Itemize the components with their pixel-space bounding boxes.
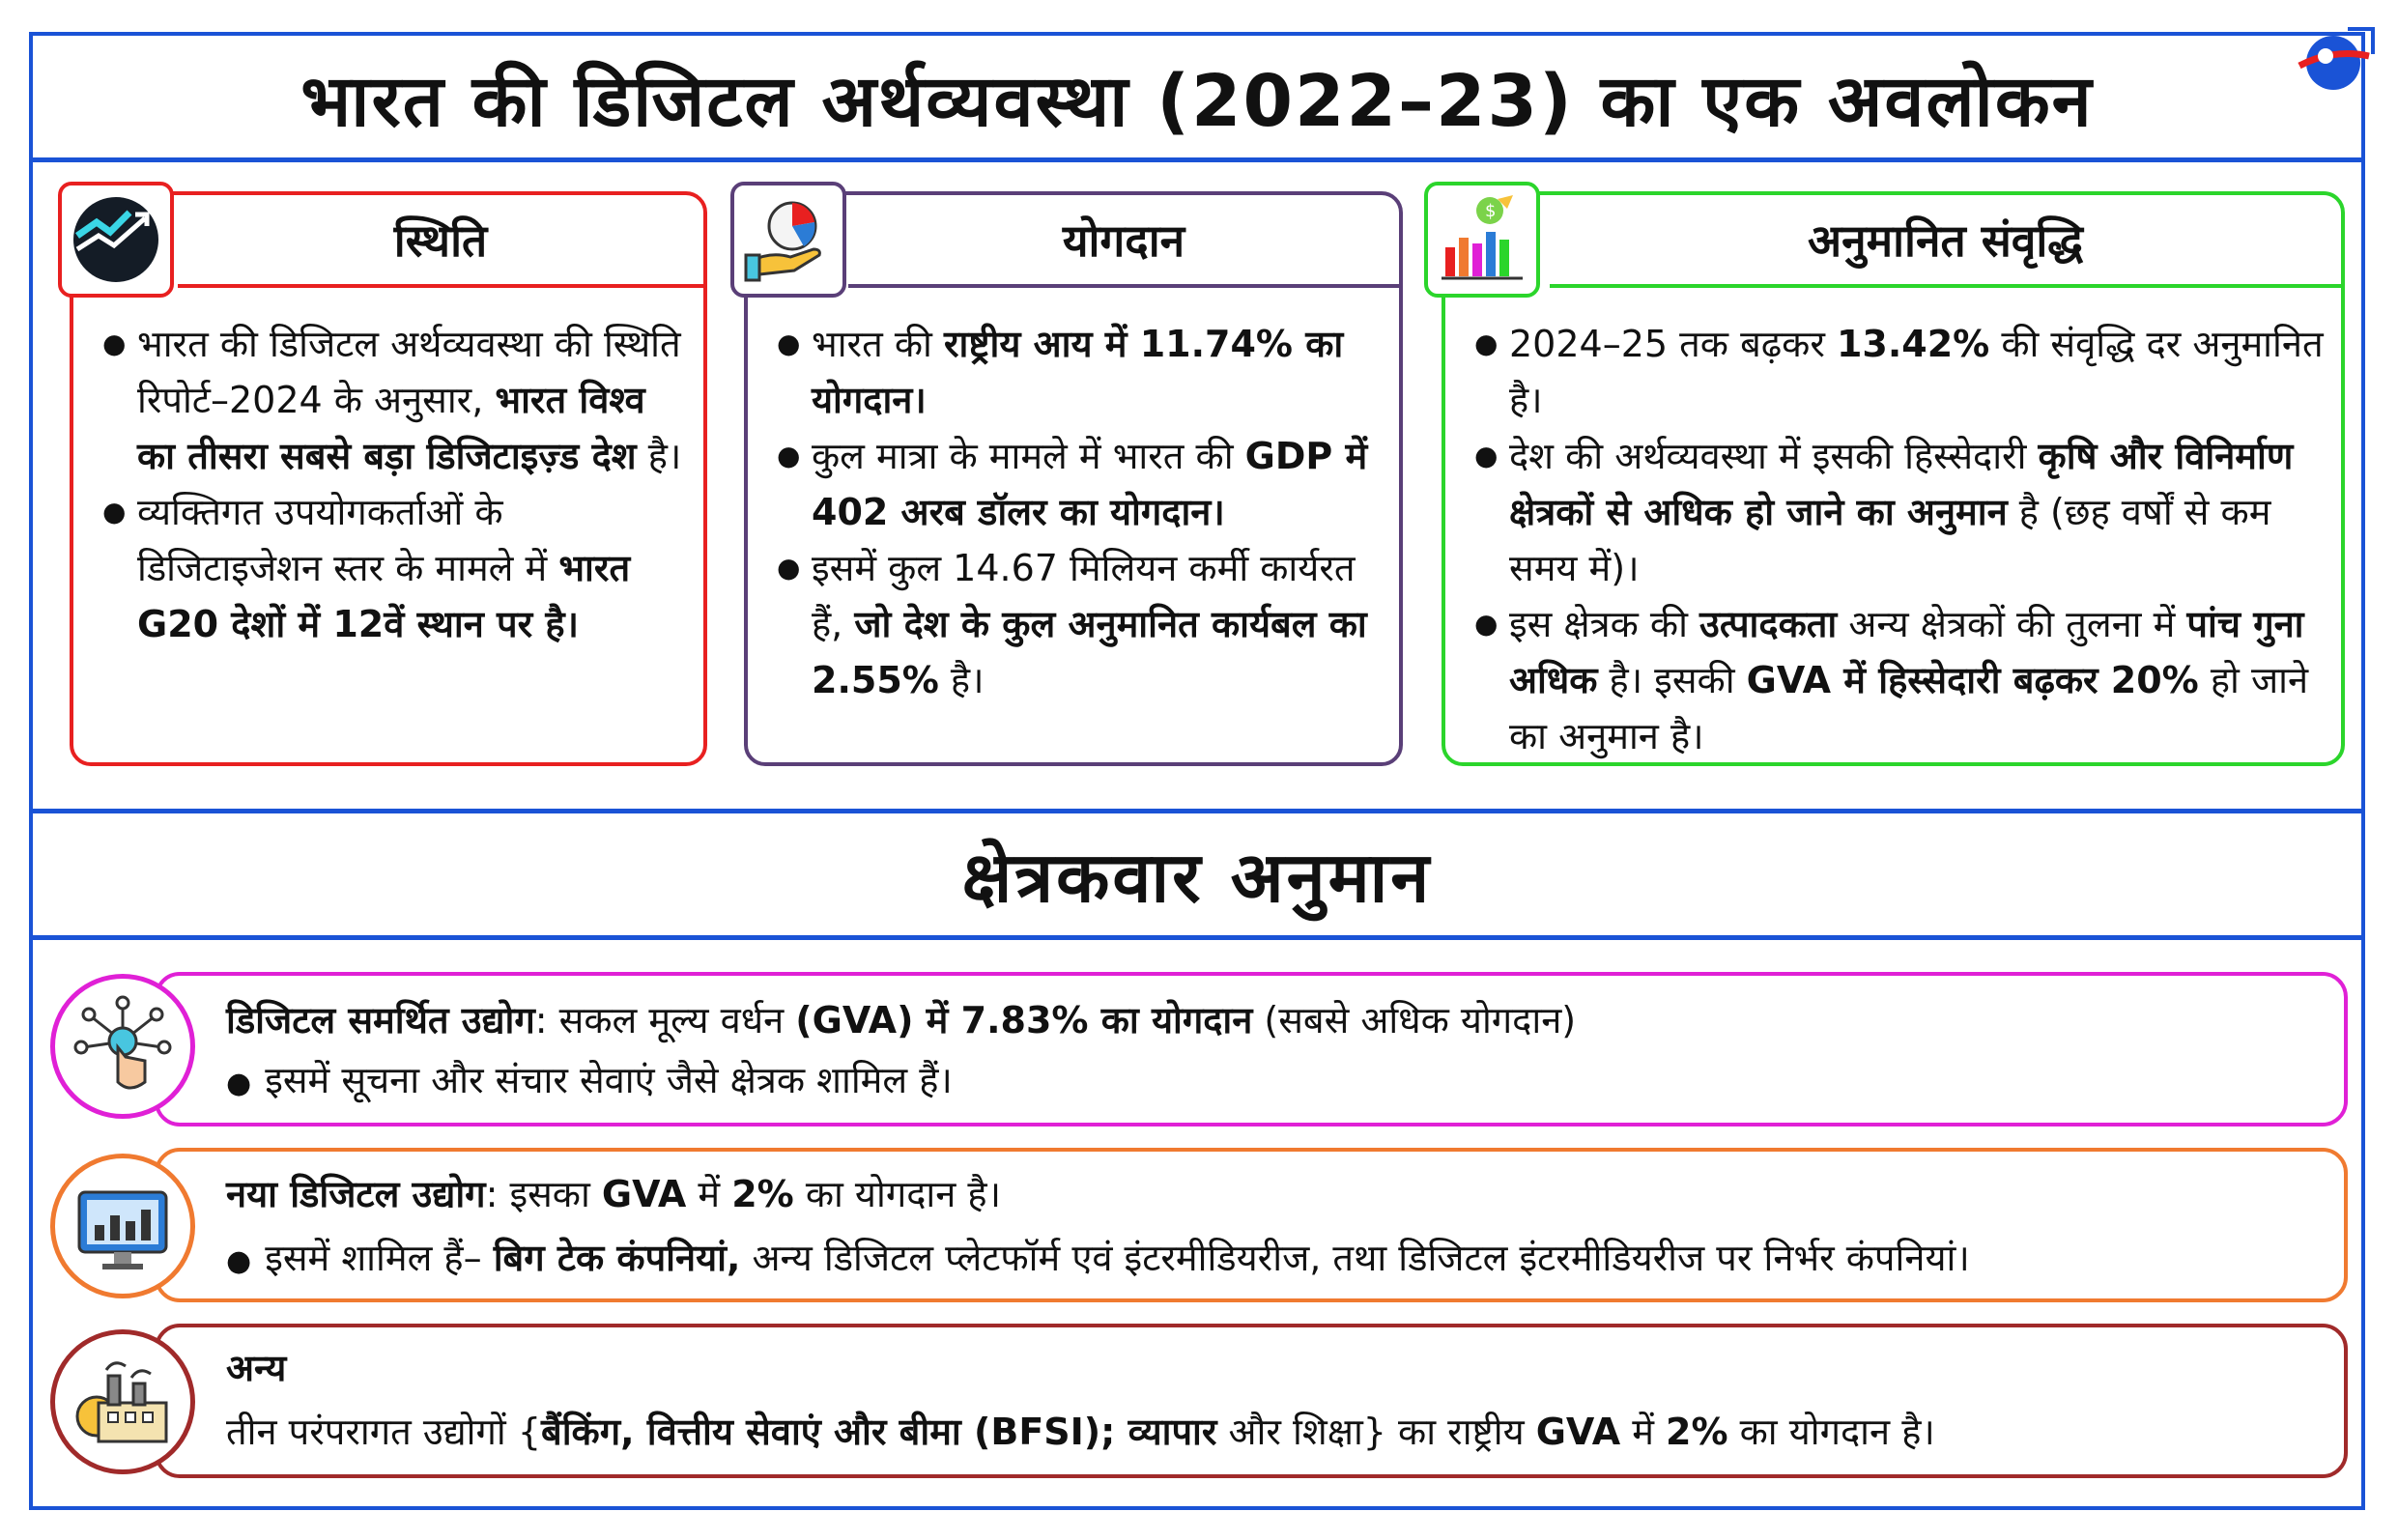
others-title: अन्य — [226, 1347, 287, 1389]
growth-chart-icon — [70, 193, 162, 286]
monitor-dashboard-icon — [70, 1173, 176, 1279]
section-title-bar — [33, 813, 2361, 937]
new-digital-line1: नया डिजिटल उद्योग: इसका GVA में 2% का योगदान है। — [226, 1173, 1001, 1215]
pie-chart-hand-icon — [742, 193, 835, 286]
list-item: ● इस क्षेत्रक की उत्पादकता अन्य क्षेत्रकों की तुलना में पांच गुना अधिक है। इसकी GVA में हिस्सेदारी बढ़कर 20% हो जाने का अनुमान है। — [1474, 596, 2324, 764]
contribution-icon-box — [730, 182, 846, 298]
digital-enabled-icon-circle — [50, 974, 195, 1119]
digital-enabled-line1: डिजिटल समर्थित उद्योग: सकल मूल्य वर्धन (GVA) में 7.83% का योगदान (सबसे अधिक योगदान) — [226, 999, 1577, 1041]
growth-card-title: अनुमानित संवृद्धि — [1807, 214, 2084, 267]
page-title: भारत की डिजिटल अर्थव्यवस्था (2022–23) का एक अवलोकन — [300, 59, 2094, 143]
status-icon-box — [58, 182, 174, 298]
title-bar — [33, 36, 2361, 159]
new-digital-icon-circle — [50, 1154, 195, 1298]
list-item: ● भारत की डिजिटल अर्थव्यवस्था की स्थिति रिपोर्ट–2024 के अनुसार, भारत विश्व का तीसरा सबसे बड़ा डिजिटाइज़्ड देश है। — [102, 316, 686, 484]
list-item: ● भारत की राष्ट्रीय आय में 11.74% का योगदान। — [777, 316, 1382, 428]
others-line2: तीन परंपरागत उद्योगों {बैंकिंग, वित्तीय सेवाएं और बीमा (BFSI); व्यापार और शिक्षा} का राष्ट्रीय GVA में 2% का योगदान है। — [226, 1411, 1935, 1453]
list-item: ● व्यक्तिगत उपयोगकर्ताओं के डिजिटाइजेशन स्तर के मामले में भारत G20 देशों में 12वें स्थान पर है। — [102, 484, 686, 652]
list-item: ● इसमें कुल 14.67 मिलियन कर्मी कार्यरत हैं, जो देश के कुल अनुमानित कार्यबल का 2.55% है। — [777, 540, 1382, 708]
status-card-title: स्थिति — [393, 214, 488, 267]
new-digital-line2: ● इसमें शामिल हैं– बिग टेक कंपनियां, अन्य डिजिटल प्लेटफॉर्म एवं इंटरमीडियरीज, तथा डिजिटल इंटरमीडियरीज पर निर्भर कंपनियां। — [226, 1237, 1970, 1279]
digital-enabled-sector — [155, 972, 2348, 1126]
growth-card — [1442, 191, 2345, 766]
svg-text:$: $ — [1485, 201, 1497, 221]
growth-icon-box — [1424, 182, 1540, 298]
list-item: ● 2024–25 तक बढ़कर 13.42% की संवृद्धि दर अनुमानित है। — [1474, 316, 2324, 428]
list-item: ● कुल मात्रा के मामले में भारत की GDP में 402 अरब डॉलर का योगदान। — [777, 428, 1382, 540]
section-title: क्षेत्रकवार अनुमान — [961, 837, 1433, 918]
bar-chart-dollar-icon — [1436, 193, 1528, 286]
growth-list — [1474, 316, 2324, 764]
new-digital-sector — [155, 1148, 2348, 1302]
others-icon-circle — [50, 1329, 195, 1474]
touch-network-icon — [70, 993, 176, 1099]
contribution-card-header — [848, 195, 1399, 288]
contribution-card-title: योगदान — [1062, 214, 1185, 267]
contribution-list — [777, 316, 1382, 708]
digital-enabled-line2: ● इसमें सूचना और संचार सेवाएं जैसे क्षेत्रक शामिल हैं। — [226, 1059, 953, 1101]
list-item: ● देश की अर्थव्यवस्था में इसकी हिस्सेदारी कृषि और विनिर्माण क्षेत्रकों से अधिक हो जाने का अनुमान है (छह वर्षों से कम समय में)। — [1474, 428, 2324, 596]
status-card-header — [178, 195, 703, 288]
status-list — [102, 316, 686, 652]
growth-card-header — [1550, 195, 2341, 288]
factory-icon — [70, 1349, 176, 1455]
others-sector — [155, 1324, 2348, 1478]
